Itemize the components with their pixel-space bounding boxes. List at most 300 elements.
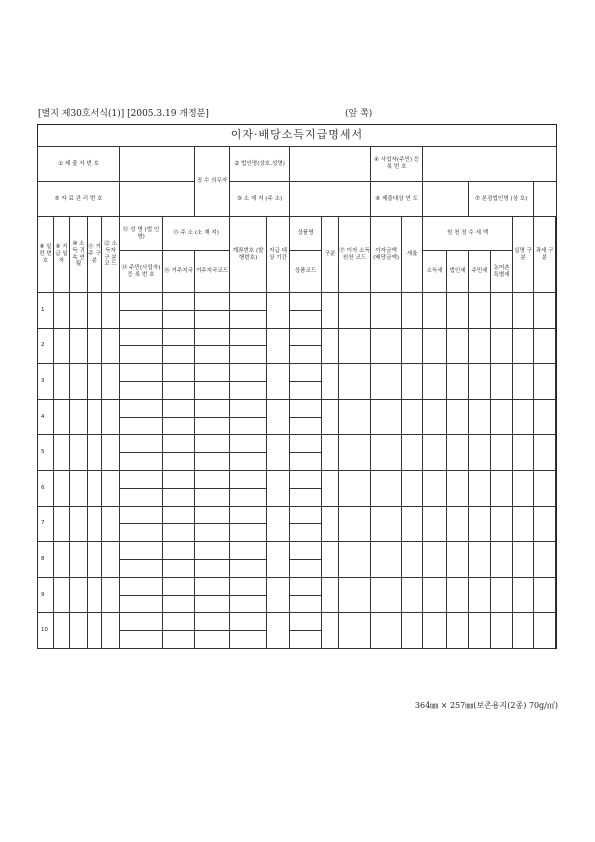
table-cell[interactable] bbox=[423, 506, 447, 542]
table-cell[interactable] bbox=[469, 506, 491, 542]
split-cell[interactable] bbox=[163, 328, 195, 364]
split-cell-stack bbox=[195, 595, 229, 596]
table-cell[interactable] bbox=[54, 577, 70, 613]
table-cell[interactable] bbox=[322, 577, 339, 613]
table-cell[interactable] bbox=[402, 328, 423, 364]
table-cell[interactable] bbox=[102, 328, 120, 364]
split-cell[interactable] bbox=[120, 577, 163, 613]
cell-half[interactable] bbox=[120, 381, 162, 382]
cell-half[interactable] bbox=[120, 559, 162, 560]
table-cell[interactable] bbox=[469, 435, 491, 471]
table-cell[interactable] bbox=[402, 577, 423, 613]
table-cell[interactable] bbox=[54, 613, 70, 649]
split-cell[interactable] bbox=[195, 293, 230, 329]
cell-half[interactable] bbox=[163, 310, 194, 311]
split-cell[interactable] bbox=[163, 577, 195, 613]
table-cell[interactable] bbox=[102, 577, 120, 613]
cell-half[interactable] bbox=[195, 559, 229, 560]
split-cell[interactable] bbox=[195, 506, 230, 542]
head-office-name-field[interactable] bbox=[534, 182, 557, 217]
table-cell[interactable] bbox=[88, 613, 102, 649]
cell-half[interactable] bbox=[195, 595, 229, 596]
cell-half[interactable] bbox=[290, 417, 321, 418]
split-cell[interactable] bbox=[290, 577, 322, 613]
split-cell-stack bbox=[195, 417, 229, 418]
table-cell[interactable] bbox=[339, 577, 371, 613]
page-title: 이자·배당소득지급명세서 bbox=[37, 124, 557, 146]
table-cell[interactable] bbox=[54, 364, 70, 400]
split-cell[interactable] bbox=[120, 364, 163, 400]
table-cell[interactable] bbox=[267, 470, 290, 506]
split-cell[interactable] bbox=[230, 328, 267, 364]
split-cell-stack bbox=[290, 488, 321, 489]
table-cell[interactable] bbox=[102, 613, 120, 649]
table-cell[interactable] bbox=[447, 364, 469, 400]
split-cell[interactable] bbox=[290, 613, 322, 649]
table-cell[interactable] bbox=[322, 399, 339, 435]
table-cell[interactable] bbox=[491, 506, 513, 542]
table-row bbox=[38, 470, 557, 506]
table-cell[interactable] bbox=[513, 506, 534, 542]
table-cell[interactable] bbox=[447, 435, 469, 471]
cell-half[interactable] bbox=[120, 630, 162, 631]
cell-half[interactable] bbox=[195, 452, 229, 453]
split-cell[interactable] bbox=[195, 613, 230, 649]
table-cell[interactable] bbox=[70, 613, 88, 649]
cell-half[interactable] bbox=[230, 381, 266, 382]
table-cell[interactable] bbox=[491, 293, 513, 329]
table-cell[interactable] bbox=[339, 613, 371, 649]
table-cell[interactable] bbox=[322, 506, 339, 542]
split-cell-stack bbox=[120, 559, 162, 560]
split-cell[interactable] bbox=[120, 293, 163, 329]
split-cell[interactable] bbox=[120, 613, 163, 649]
split-cell[interactable] bbox=[195, 435, 230, 471]
split-cell-stack bbox=[290, 310, 321, 311]
table-cell[interactable] bbox=[447, 542, 469, 578]
table-cell[interactable] bbox=[322, 293, 339, 329]
table-cell[interactable] bbox=[322, 470, 339, 506]
table-cell[interactable] bbox=[339, 542, 371, 578]
table-cell[interactable] bbox=[267, 399, 290, 435]
table-cell[interactable] bbox=[70, 364, 88, 400]
cell-half[interactable] bbox=[195, 417, 229, 418]
split-cell[interactable] bbox=[230, 542, 267, 578]
table-cell[interactable] bbox=[534, 399, 556, 435]
cell-half[interactable] bbox=[290, 630, 321, 631]
table-cell[interactable] bbox=[513, 364, 534, 400]
cell-half[interactable] bbox=[230, 417, 266, 418]
split-cell-stack bbox=[120, 310, 162, 311]
cell-half[interactable] bbox=[290, 559, 321, 560]
table-cell[interactable] bbox=[322, 328, 339, 364]
table-cell[interactable] bbox=[70, 542, 88, 578]
col-rural-special-tax: 농어촌특별세 bbox=[491, 251, 513, 293]
cell-half[interactable] bbox=[230, 345, 266, 346]
split-cell-stack bbox=[163, 630, 194, 631]
table-cell[interactable] bbox=[54, 399, 70, 435]
split-cell-stack bbox=[120, 630, 162, 631]
table-cell[interactable] bbox=[102, 293, 120, 329]
table-cell[interactable] bbox=[88, 399, 102, 435]
table-cell[interactable] bbox=[447, 293, 469, 329]
split-cell-stack bbox=[120, 345, 162, 346]
table-cell[interactable] bbox=[371, 542, 402, 578]
table-cell[interactable] bbox=[491, 364, 513, 400]
table-cell[interactable] bbox=[88, 328, 102, 364]
table-cell[interactable] bbox=[447, 613, 469, 649]
cell-half[interactable] bbox=[163, 523, 194, 524]
table-cell[interactable] bbox=[339, 328, 371, 364]
table-cell[interactable] bbox=[534, 542, 556, 578]
table-cell[interactable] bbox=[423, 613, 447, 649]
table-cell[interactable] bbox=[371, 435, 402, 471]
cell-half[interactable] bbox=[163, 488, 194, 489]
cell-half[interactable] bbox=[163, 630, 194, 631]
cell-half[interactable] bbox=[230, 630, 266, 631]
cell-half[interactable] bbox=[230, 559, 266, 560]
biz-reg-number-field[interactable] bbox=[423, 147, 557, 182]
split-cell[interactable] bbox=[230, 293, 267, 329]
split-cell[interactable] bbox=[290, 293, 322, 329]
split-cell[interactable] bbox=[230, 577, 267, 613]
split-cell[interactable] bbox=[230, 364, 267, 400]
col-serial-number: ⑧ 일련 번호 bbox=[38, 217, 54, 293]
table-cell[interactable] bbox=[447, 399, 469, 435]
split-cell[interactable] bbox=[230, 399, 267, 435]
table-cell[interactable] bbox=[371, 613, 402, 649]
cell-half[interactable] bbox=[120, 345, 162, 346]
split-cell[interactable] bbox=[290, 435, 322, 471]
split-cell[interactable] bbox=[163, 470, 195, 506]
cell-half[interactable] bbox=[195, 630, 229, 631]
cell-half[interactable] bbox=[120, 417, 162, 418]
table-cell[interactable] bbox=[339, 399, 371, 435]
table-cell[interactable] bbox=[469, 577, 491, 613]
cell-half[interactable] bbox=[290, 595, 321, 596]
table-cell[interactable] bbox=[54, 293, 70, 329]
cell-half[interactable] bbox=[230, 452, 266, 453]
table-cell[interactable] bbox=[371, 328, 402, 364]
table-cell[interactable] bbox=[371, 577, 402, 613]
cell-half[interactable] bbox=[195, 488, 229, 489]
cell-half[interactable] bbox=[120, 595, 162, 596]
table-cell[interactable] bbox=[513, 435, 534, 471]
table-cell[interactable] bbox=[322, 542, 339, 578]
split-cell[interactable] bbox=[195, 470, 230, 506]
col-country-code: 거주지국코드 bbox=[195, 251, 230, 293]
table-cell[interactable] bbox=[267, 328, 290, 364]
table-cell[interactable] bbox=[339, 293, 371, 329]
table-cell[interactable] bbox=[322, 364, 339, 400]
table-cell[interactable] bbox=[371, 470, 402, 506]
split-cell-stack bbox=[230, 452, 266, 453]
split-cell-stack bbox=[163, 523, 194, 524]
split-cell[interactable] bbox=[290, 364, 322, 400]
table-cell[interactable] bbox=[491, 470, 513, 506]
table-cell[interactable] bbox=[469, 364, 491, 400]
table-cell[interactable] bbox=[469, 399, 491, 435]
table-cell[interactable] bbox=[402, 613, 423, 649]
split-cell[interactable] bbox=[120, 399, 163, 435]
cell-half[interactable] bbox=[163, 417, 194, 418]
table-cell[interactable] bbox=[402, 542, 423, 578]
table-cell[interactable] bbox=[491, 399, 513, 435]
data-mgmt-number-field[interactable] bbox=[120, 182, 195, 217]
split-cell[interactable] bbox=[163, 293, 195, 329]
table-cell[interactable] bbox=[102, 435, 120, 471]
split-cell[interactable] bbox=[290, 506, 322, 542]
table-cell[interactable] bbox=[534, 577, 556, 613]
table-cell[interactable] bbox=[447, 577, 469, 613]
cell-half[interactable] bbox=[290, 310, 321, 311]
table-cell[interactable] bbox=[534, 470, 556, 506]
cell-half[interactable] bbox=[163, 595, 194, 596]
table-cell[interactable] bbox=[402, 470, 423, 506]
split-cell-stack bbox=[163, 559, 194, 560]
cell-half[interactable] bbox=[120, 523, 162, 524]
split-cell[interactable] bbox=[230, 470, 267, 506]
table-cell[interactable] bbox=[423, 293, 447, 329]
table-cell[interactable] bbox=[371, 506, 402, 542]
table-cell[interactable] bbox=[267, 364, 290, 400]
table-cell[interactable] bbox=[70, 506, 88, 542]
table-cell[interactable] bbox=[70, 435, 88, 471]
cell-half[interactable] bbox=[195, 523, 229, 524]
cell-half[interactable] bbox=[290, 345, 321, 346]
row-number: 3 bbox=[38, 364, 54, 400]
table-cell[interactable] bbox=[423, 328, 447, 364]
split-cell[interactable] bbox=[120, 506, 163, 542]
table-row bbox=[38, 577, 557, 613]
cell-half[interactable] bbox=[230, 310, 266, 311]
cell-half[interactable] bbox=[163, 559, 194, 560]
split-cell[interactable] bbox=[163, 506, 195, 542]
split-cell-stack bbox=[163, 595, 194, 596]
split-cell[interactable] bbox=[230, 506, 267, 542]
statement-form bbox=[37, 146, 557, 649]
cell-half[interactable] bbox=[120, 310, 162, 311]
table-cell[interactable] bbox=[371, 364, 402, 400]
cell-half[interactable] bbox=[195, 381, 229, 382]
table-cell[interactable] bbox=[102, 506, 120, 542]
split-cell-stack bbox=[163, 452, 194, 453]
address-label: ③ 소 재 지 (주 소) bbox=[230, 182, 290, 217]
split-cell-stack bbox=[195, 523, 229, 524]
table-cell[interactable] bbox=[534, 613, 556, 649]
table-cell[interactable] bbox=[423, 577, 447, 613]
split-cell[interactable] bbox=[230, 613, 267, 649]
table-cell[interactable] bbox=[469, 613, 491, 649]
table-cell[interactable] bbox=[447, 328, 469, 364]
column-header-row-1 bbox=[38, 217, 557, 251]
table-cell[interactable] bbox=[402, 399, 423, 435]
table-cell[interactable] bbox=[534, 293, 556, 329]
row-number: 4 bbox=[38, 399, 54, 435]
split-cell[interactable] bbox=[195, 577, 230, 613]
table-cell[interactable] bbox=[267, 542, 290, 578]
table-cell[interactable] bbox=[491, 577, 513, 613]
table-cell[interactable] bbox=[491, 613, 513, 649]
corp-name-field[interactable] bbox=[290, 147, 371, 182]
table-cell[interactable] bbox=[70, 399, 88, 435]
table-cell[interactable] bbox=[513, 577, 534, 613]
split-cell-stack bbox=[195, 630, 229, 631]
col-real-name-type: 실명 구분 bbox=[513, 217, 534, 293]
submitter-number-field[interactable] bbox=[120, 147, 195, 182]
table-cell[interactable] bbox=[70, 328, 88, 364]
split-cell[interactable] bbox=[290, 542, 322, 578]
table-cell[interactable] bbox=[88, 293, 102, 329]
table-cell[interactable] bbox=[423, 435, 447, 471]
data-mgmt-number-label: ⑤ 자 료 관 리 번 호 bbox=[38, 182, 120, 217]
table-cell[interactable] bbox=[339, 470, 371, 506]
table-cell[interactable] bbox=[513, 470, 534, 506]
split-cell[interactable] bbox=[163, 542, 195, 578]
table-row bbox=[38, 613, 557, 649]
table-cell[interactable] bbox=[469, 470, 491, 506]
table-cell[interactable] bbox=[513, 328, 534, 364]
table-cell[interactable] bbox=[88, 364, 102, 400]
payer-row-1 bbox=[38, 147, 557, 182]
split-cell[interactable] bbox=[195, 328, 230, 364]
table-cell[interactable] bbox=[534, 435, 556, 471]
split-cell[interactable] bbox=[163, 364, 195, 400]
table-cell[interactable] bbox=[423, 470, 447, 506]
cell-half[interactable] bbox=[290, 523, 321, 524]
table-cell[interactable] bbox=[402, 435, 423, 471]
split-cell[interactable] bbox=[120, 435, 163, 471]
table-cell[interactable] bbox=[88, 542, 102, 578]
table-cell[interactable] bbox=[54, 542, 70, 578]
cell-half[interactable] bbox=[290, 488, 321, 489]
cell-half[interactable] bbox=[230, 595, 266, 596]
col-payment-period: 지급 대상 기간 bbox=[267, 217, 290, 293]
col-category: 구분 bbox=[322, 217, 339, 293]
cell-half[interactable] bbox=[163, 452, 194, 453]
split-cell[interactable] bbox=[290, 399, 322, 435]
split-cell-stack bbox=[230, 630, 266, 631]
table-cell[interactable] bbox=[267, 577, 290, 613]
table-cell[interactable] bbox=[339, 364, 371, 400]
split-cell-stack bbox=[230, 310, 266, 311]
table-cell[interactable] bbox=[88, 435, 102, 471]
cell-half[interactable] bbox=[290, 381, 321, 382]
split-cell[interactable] bbox=[195, 364, 230, 400]
table-cell[interactable] bbox=[491, 328, 513, 364]
table-cell[interactable] bbox=[88, 470, 102, 506]
split-cell[interactable] bbox=[120, 470, 163, 506]
split-cell[interactable] bbox=[163, 399, 195, 435]
table-cell[interactable] bbox=[70, 470, 88, 506]
split-cell[interactable] bbox=[195, 399, 230, 435]
split-cell[interactable] bbox=[290, 470, 322, 506]
row-number: 7 bbox=[38, 506, 54, 542]
table-cell[interactable] bbox=[102, 470, 120, 506]
table-cell[interactable] bbox=[371, 293, 402, 329]
table-cell[interactable] bbox=[469, 328, 491, 364]
table-cell[interactable] bbox=[371, 399, 402, 435]
table-cell[interactable] bbox=[402, 506, 423, 542]
table-cell[interactable] bbox=[339, 435, 371, 471]
col-tax-rate: 세율 bbox=[402, 217, 423, 293]
table-cell[interactable] bbox=[54, 435, 70, 471]
table-cell[interactable] bbox=[54, 506, 70, 542]
cell-half[interactable] bbox=[290, 452, 321, 453]
table-cell[interactable] bbox=[102, 364, 120, 400]
cell-half[interactable] bbox=[195, 345, 229, 346]
cell-half[interactable] bbox=[163, 345, 194, 346]
table-cell[interactable] bbox=[102, 399, 120, 435]
table-cell[interactable] bbox=[267, 435, 290, 471]
split-cell-stack bbox=[230, 488, 266, 489]
cell-half[interactable] bbox=[163, 381, 194, 382]
table-cell[interactable] bbox=[534, 328, 556, 364]
table-cell[interactable] bbox=[70, 293, 88, 329]
table-cell[interactable] bbox=[513, 613, 534, 649]
table-cell[interactable] bbox=[267, 506, 290, 542]
table-cell[interactable] bbox=[469, 293, 491, 329]
split-cell[interactable] bbox=[195, 542, 230, 578]
split-cell[interactable] bbox=[230, 435, 267, 471]
cell-half[interactable] bbox=[230, 523, 266, 524]
table-cell[interactable] bbox=[402, 293, 423, 329]
split-cell[interactable] bbox=[120, 328, 163, 364]
table-cell[interactable] bbox=[402, 364, 423, 400]
table-cell[interactable] bbox=[322, 435, 339, 471]
table-cell[interactable] bbox=[423, 542, 447, 578]
split-cell-stack bbox=[195, 345, 229, 346]
cell-half[interactable] bbox=[120, 452, 162, 453]
split-cell-stack bbox=[120, 452, 162, 453]
table-cell[interactable] bbox=[513, 542, 534, 578]
table-cell[interactable] bbox=[88, 577, 102, 613]
table-cell[interactable] bbox=[447, 506, 469, 542]
table-cell[interactable] bbox=[267, 613, 290, 649]
split-cell-stack bbox=[290, 595, 321, 596]
address-field[interactable] bbox=[290, 182, 371, 217]
table-cell[interactable] bbox=[339, 506, 371, 542]
table-cell[interactable] bbox=[469, 542, 491, 578]
table-cell[interactable] bbox=[491, 435, 513, 471]
table-cell[interactable] bbox=[423, 364, 447, 400]
table-cell[interactable] bbox=[102, 542, 120, 578]
table-cell[interactable] bbox=[447, 470, 469, 506]
table-cell[interactable] bbox=[423, 399, 447, 435]
table-cell[interactable] bbox=[322, 613, 339, 649]
split-cell[interactable] bbox=[290, 328, 322, 364]
cell-half[interactable] bbox=[230, 488, 266, 489]
table-cell[interactable] bbox=[54, 328, 70, 364]
split-cell[interactable] bbox=[163, 613, 195, 649]
table-cell[interactable] bbox=[88, 506, 102, 542]
split-cell-stack bbox=[195, 559, 229, 560]
table-row bbox=[38, 293, 557, 329]
split-cell[interactable] bbox=[163, 435, 195, 471]
table-cell[interactable] bbox=[513, 399, 534, 435]
table-cell[interactable] bbox=[534, 364, 556, 400]
cell-half[interactable] bbox=[195, 310, 229, 311]
table-cell[interactable] bbox=[491, 542, 513, 578]
table-cell[interactable] bbox=[267, 293, 290, 329]
split-cell[interactable] bbox=[120, 542, 163, 578]
cell-half[interactable] bbox=[120, 488, 162, 489]
table-cell[interactable] bbox=[513, 293, 534, 329]
table-cell[interactable] bbox=[70, 577, 88, 613]
submission-year-field[interactable] bbox=[423, 182, 469, 217]
table-cell[interactable] bbox=[534, 506, 556, 542]
table-cell[interactable] bbox=[54, 470, 70, 506]
